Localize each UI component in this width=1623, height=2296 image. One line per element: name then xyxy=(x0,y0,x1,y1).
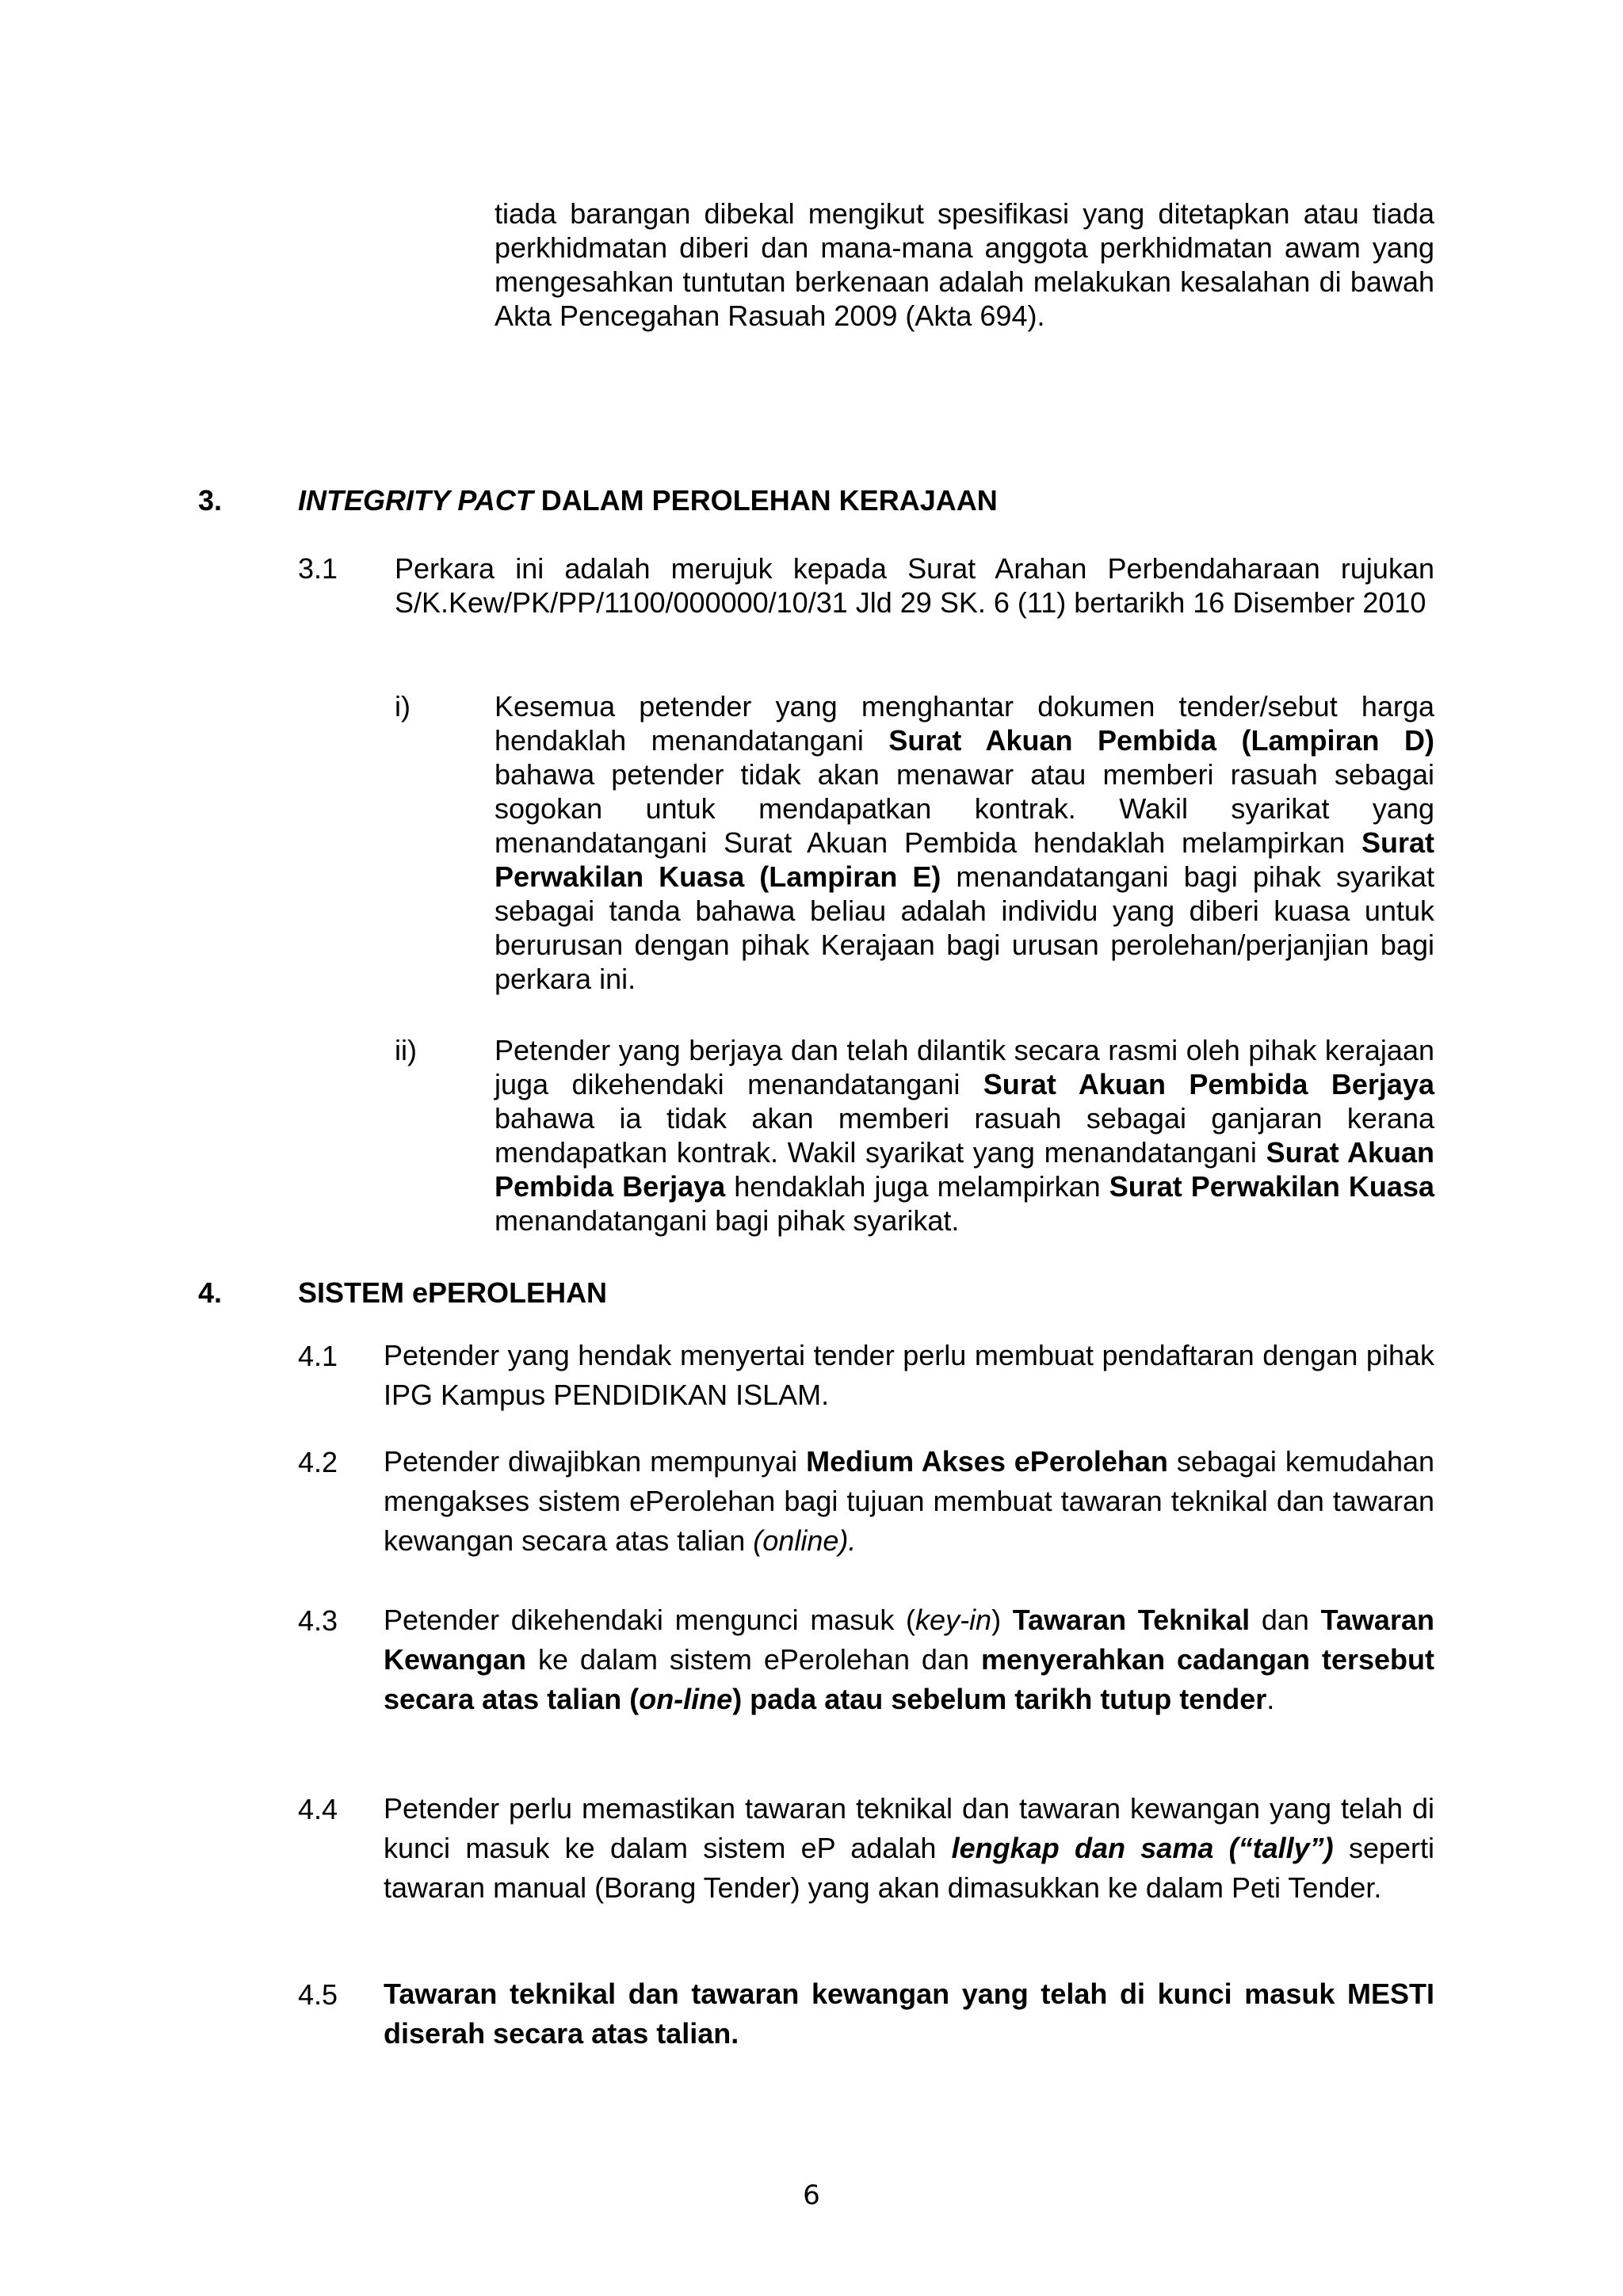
continuation-paragraph: tiada barangan dibekal mengikut spesifikasi yang ditetapkan atau tiada perkhidmatan diberi dan mana-mana anggota perkhidmatan awam yang mengesahkan tuntutan berkenaan adalah melakukan kesalahan di bawah Akta Pencegahan Rasuah 2009 (Akta 694). xyxy=(495,197,1434,332)
clause-4-3-text xyxy=(384,1600,1434,1719)
clause-4-3-bold4: ) pada atau sebelum tarikh tutup tender xyxy=(732,1683,1267,1715)
clause-4-2-bold1: Medium Akses ePerolehan xyxy=(806,1445,1168,1478)
clause-4-3-number: 4.3 xyxy=(298,1604,338,1637)
item-ii-bold2: Surat Akuan Pembida Berjaya xyxy=(495,1136,1434,1203)
clause-4-2-number: 4.2 xyxy=(298,1446,338,1478)
clause-4-5-number: 4.5 xyxy=(298,1978,338,2011)
item-ii-number: ii) xyxy=(395,1034,417,1066)
clause-4-3-bold2: Tawaran Kewangan xyxy=(384,1604,1434,1676)
page-number: 6 xyxy=(803,2180,820,2211)
item-i-bold1: Surat Akuan Pembida (Lampiran D) xyxy=(888,724,1434,757)
item-i-part2: bahawa petender tidak akan menawar atau memberi rasuah sebagai sogokan untuk mendapatkan kontrak. Wakil syarikat yang menandatangani Surat Akuan Pembida hendaklah melampirkan xyxy=(495,758,1434,859)
clause-4-2-part2: sebagai kemudahan mengakses sistem ePerolehan bagi tujuan membuat tawaran teknikal dan tawaran kewangan secara atas talian xyxy=(384,1445,1435,1557)
item-ii-text xyxy=(495,1033,1434,1238)
clause-4-3-bold3: menyerahkan cadangan tersebut secara atas talian ( xyxy=(384,1643,1434,1715)
item-i-part3: menandatangani bagi pihak syarikat sebagai tanda bahawa beliau adalah individu yang diberi kuasa untuk berurusan dengan pihak Kerajaan bagi urusan perolehan/perjanjian bagi perkara ini. xyxy=(495,860,1435,995)
item-ii-part1: Petender yang berjaya dan telah dilantik secara rasmi oleh pihak kerajaan juga dikehendaki menandatangani xyxy=(495,1034,1434,1100)
section-4-number: 4. xyxy=(198,1276,223,1309)
clause-4-4-part2: seperti tawaran manual (Borang Tender) yang akan dimasukkan ke dalam Peti Tender. xyxy=(384,1832,1434,1904)
item-ii-part2: bahawa ia tidak akan memberi rasuah sebagai ganjaran kerana mendapatkan kontrak. Wakil syarikat yang menandatangani xyxy=(495,1102,1434,1169)
clause-4-2-part1: Petender diwajibkan mempunyai xyxy=(384,1445,807,1478)
item-i-bold2: Surat Perwakilan Kuasa (Lampiran E) xyxy=(495,826,1434,893)
clause-3-1-number: 3.1 xyxy=(298,552,338,585)
clause-4-3-part3: dan xyxy=(1250,1604,1321,1636)
item-ii-part4: menandatangani bagi pihak syarikat. xyxy=(495,1204,960,1237)
clause-4-3-bold-italic1: on-line xyxy=(639,1683,733,1715)
section-3-title-italic: INTEGRITY PACT xyxy=(298,484,533,517)
clause-4-2-italic1: (online). xyxy=(753,1524,857,1557)
clause-4-3-part4: ke dalam sistem ePerolehan dan xyxy=(526,1643,981,1676)
section-4-title: SISTEM ePEROLEHAN xyxy=(298,1276,608,1309)
item-ii-bold3: Surat Perwakilan Kuasa xyxy=(1109,1170,1434,1203)
clause-4-4-number: 4.4 xyxy=(298,1793,338,1825)
clause-4-3-part5: . xyxy=(1266,1683,1275,1715)
clause-4-5-bold1: Tawaran teknikal dan tawaran kewangan yang telah di kunci masuk MESTI diserah secara atas talian. xyxy=(384,1978,1434,2050)
clause-4-2-text xyxy=(384,1442,1434,1561)
clause-4-4-bold-italic1: lengkap dan sama (“tally”) xyxy=(951,1832,1334,1864)
item-ii-part3: hendaklah juga melampirkan xyxy=(725,1170,1109,1203)
clause-4-4-part1: Petender perlu memastikan tawaran teknikal dan tawaran kewangan yang telah di kunci masuk ke dalam sistem eP adalah xyxy=(384,1792,1434,1864)
section-3-number: 3. xyxy=(198,484,223,517)
clause-4-1-text: Petender yang hendak menyertai tender perlu membuat pendaftaran dengan pihak IPG Kampus PENDIDIKAN ISLAM. xyxy=(384,1339,1434,1411)
clause-4-5-text xyxy=(384,1974,1434,2054)
clause-4-4-text xyxy=(384,1789,1434,1908)
clause-4-3-italic1: key-in xyxy=(915,1604,992,1636)
clause-3-1-text: Perkara ini adalah merujuk kepada Surat Arahan Perbendaharaan rujukan S/K.Kew/PK/PP/1100/000000/10/31 Jld 29 SK. 6 (11) bertarikh 16 Disember 2010 xyxy=(395,552,1434,619)
item-ii-bold1: Surat Akuan Pembida Berjaya xyxy=(983,1068,1434,1100)
section-3-title xyxy=(298,483,998,517)
item-i-part1: Kesemua petender yang menghantar dokumen tender/sebut harga hendaklah menandatangani xyxy=(495,690,1434,757)
clause-4-3-part1: Petender dikehendaki mengunci masuk ( xyxy=(384,1604,916,1636)
clause-4-1-number: 4.1 xyxy=(298,1340,338,1372)
clause-4-3-part2: ) xyxy=(991,1604,1013,1636)
clause-4-3-bold1: Tawaran Teknikal xyxy=(1012,1604,1251,1636)
item-i-text xyxy=(495,689,1434,996)
section-3-title-rest: DALAM PEROLEHAN KERAJAAN xyxy=(533,484,998,517)
item-i-number: i) xyxy=(395,690,411,723)
